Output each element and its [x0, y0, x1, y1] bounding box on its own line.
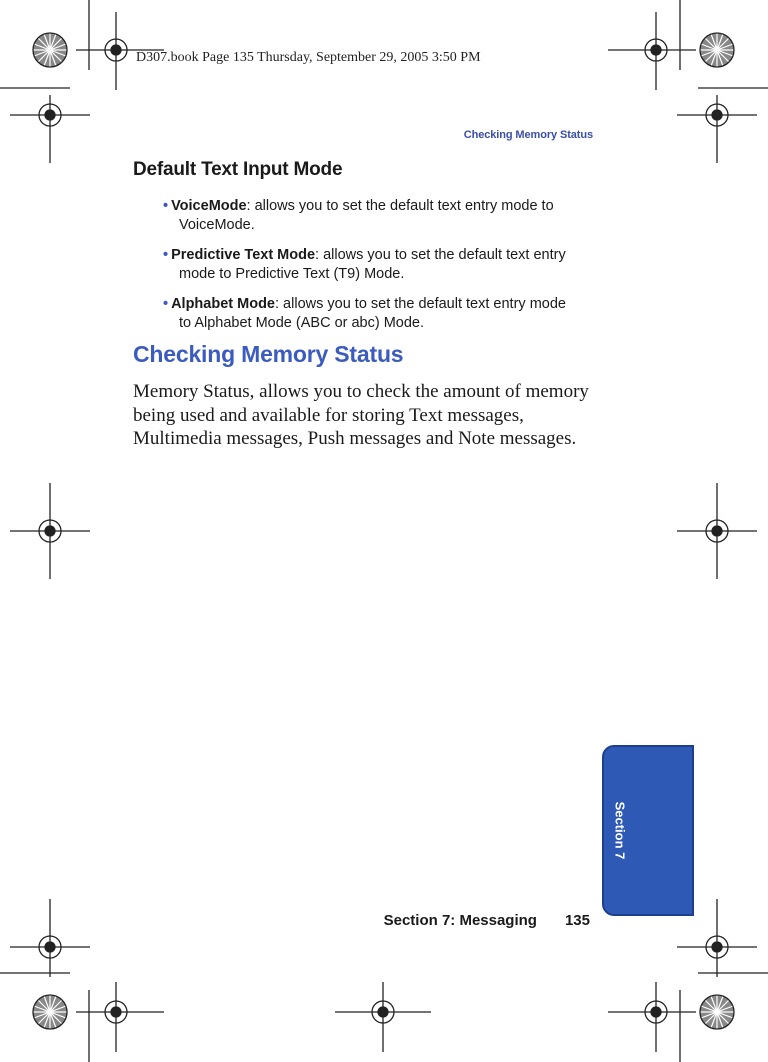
bullet-text-continued: mode to Predictive Text (T9) Mode.: [179, 266, 405, 282]
bullet-text: : allows you to set the default text entry: [315, 247, 566, 263]
starburst-mark: [700, 33, 734, 67]
registration-mark: [10, 483, 90, 579]
page-number: 135: [564, 912, 590, 929]
section-heading-checking-memory-status: Checking Memory Status: [133, 341, 404, 367]
bullet-icon: •: [163, 198, 169, 214]
section-tab-label: Section 7: [612, 801, 628, 860]
bullet-icon: •: [163, 247, 169, 263]
registration-mark: [608, 12, 696, 90]
section-heading-default-text-input-mode: Default Text Input Mode: [133, 159, 343, 180]
bullet-icon: •: [163, 296, 169, 312]
registration-mark: [608, 982, 696, 1052]
running-head: Checking Memory Status: [463, 129, 593, 141]
registration-mark: [10, 899, 90, 977]
bullet-text: : allows you to set the default text entry mode to: [246, 198, 554, 214]
body-paragraph: Memory Status, allows you to check the amount of memory being used and available for storing Text messages, Multimedia messages, Push messages and Note messages.: [133, 381, 589, 449]
bullet-text-continued: VoiceMode.: [179, 217, 255, 233]
starburst-mark: [700, 995, 734, 1029]
starburst-mark: [33, 33, 67, 67]
section-tab-label-wrapper: [602, 745, 638, 916]
bullet-text-continued: to Alphabet Mode (ABC or abc) Mode.: [179, 315, 425, 331]
list-item: [163, 246, 603, 284]
print-header: D307.book Page 135 Thursday, September 29, 2005 3:50 PM: [136, 50, 481, 65]
bullet-term: Predictive Text Mode: [171, 247, 316, 263]
page-footer: [384, 912, 590, 929]
registration-mark: [335, 982, 431, 1052]
list-item: [163, 197, 603, 235]
registration-mark: [677, 95, 757, 163]
bullet-text: : allows you to set the default text entry mode: [275, 296, 566, 312]
starburst-mark: [33, 995, 67, 1029]
bullet-term: VoiceMode: [171, 198, 247, 214]
bullet-term: Alphabet Mode: [171, 296, 275, 312]
registration-mark: [10, 95, 90, 163]
registration-mark: [677, 483, 757, 579]
list-item: [163, 295, 603, 333]
footer-section-title: Section 7: Messaging: [383, 912, 537, 929]
